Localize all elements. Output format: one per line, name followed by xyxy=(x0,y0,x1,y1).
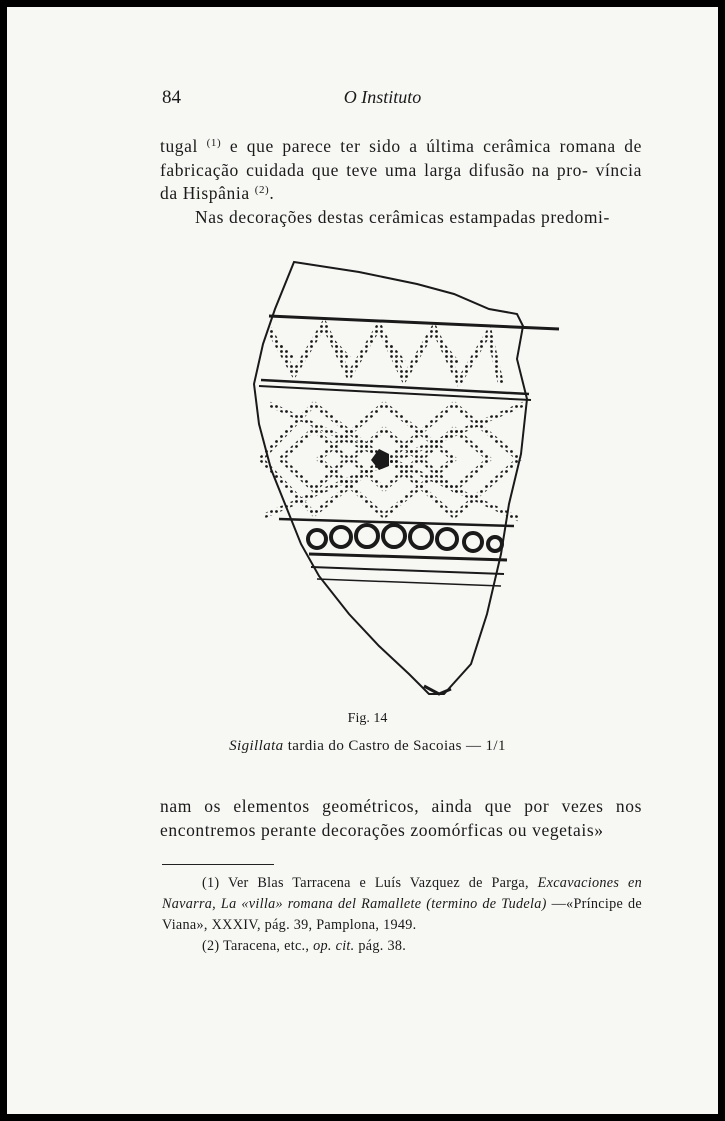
footnote-marker: (1) xyxy=(202,875,220,891)
footnote-2 xyxy=(162,936,642,957)
footnote-text: Taracena, etc., xyxy=(223,938,310,954)
footnotes xyxy=(162,873,642,957)
footnote-rule xyxy=(162,864,274,865)
figure-caption xyxy=(7,738,718,755)
text-line: víncia da Hispânia xyxy=(160,159,642,203)
paragraph-bottom xyxy=(160,795,642,842)
paragraph-start: Nas decorações destas cerâmicas estampadas predomi- xyxy=(195,206,610,227)
footnote-text: pág. 38. xyxy=(358,938,407,954)
paragraph-top xyxy=(160,135,642,229)
text-line: e que parece ter sido a última cerâmica romana de fabricação cuidada que teve uma larga difusão na pro- xyxy=(160,136,642,180)
caption-italic: Sigillata xyxy=(229,738,284,754)
running-title: O Instituto xyxy=(343,87,422,107)
footnote-text: —«Príncipe de Viana», XXXIV, pág. 39, Pamplona, 1949. xyxy=(162,896,642,933)
page-number: 84 xyxy=(162,87,181,108)
footnote-marker: (2) xyxy=(202,938,220,954)
caption-rest: tardia do Castro de Sacoias — 1/1 xyxy=(287,738,506,754)
text-line: nam os elementos geométricos, ainda que por vezes nos xyxy=(160,796,642,816)
footnote-text-italic: Excavaciones en Navarra, La «villa» romana del Ramallete (termino de Tudela) xyxy=(162,875,642,912)
ceramic-sherd-drawing xyxy=(239,254,565,702)
footnote-text-italic: op. cit. xyxy=(313,938,355,954)
footnote-ref: (1) xyxy=(206,137,222,149)
footnote-1 xyxy=(162,873,642,936)
figure-label: Fig. 14 xyxy=(347,711,388,726)
text-line: tugal xyxy=(160,136,198,156)
book-page xyxy=(7,7,718,1114)
text-line: . xyxy=(269,183,275,203)
page-header xyxy=(7,87,718,111)
text-line: encontremos perante decorações zoomórficas ou vegetais» xyxy=(160,819,604,840)
footnote-text: Ver Blas Tarracena e Luís Vazquez de Parga, xyxy=(227,875,529,891)
footnote-ref: (2) xyxy=(254,184,270,196)
